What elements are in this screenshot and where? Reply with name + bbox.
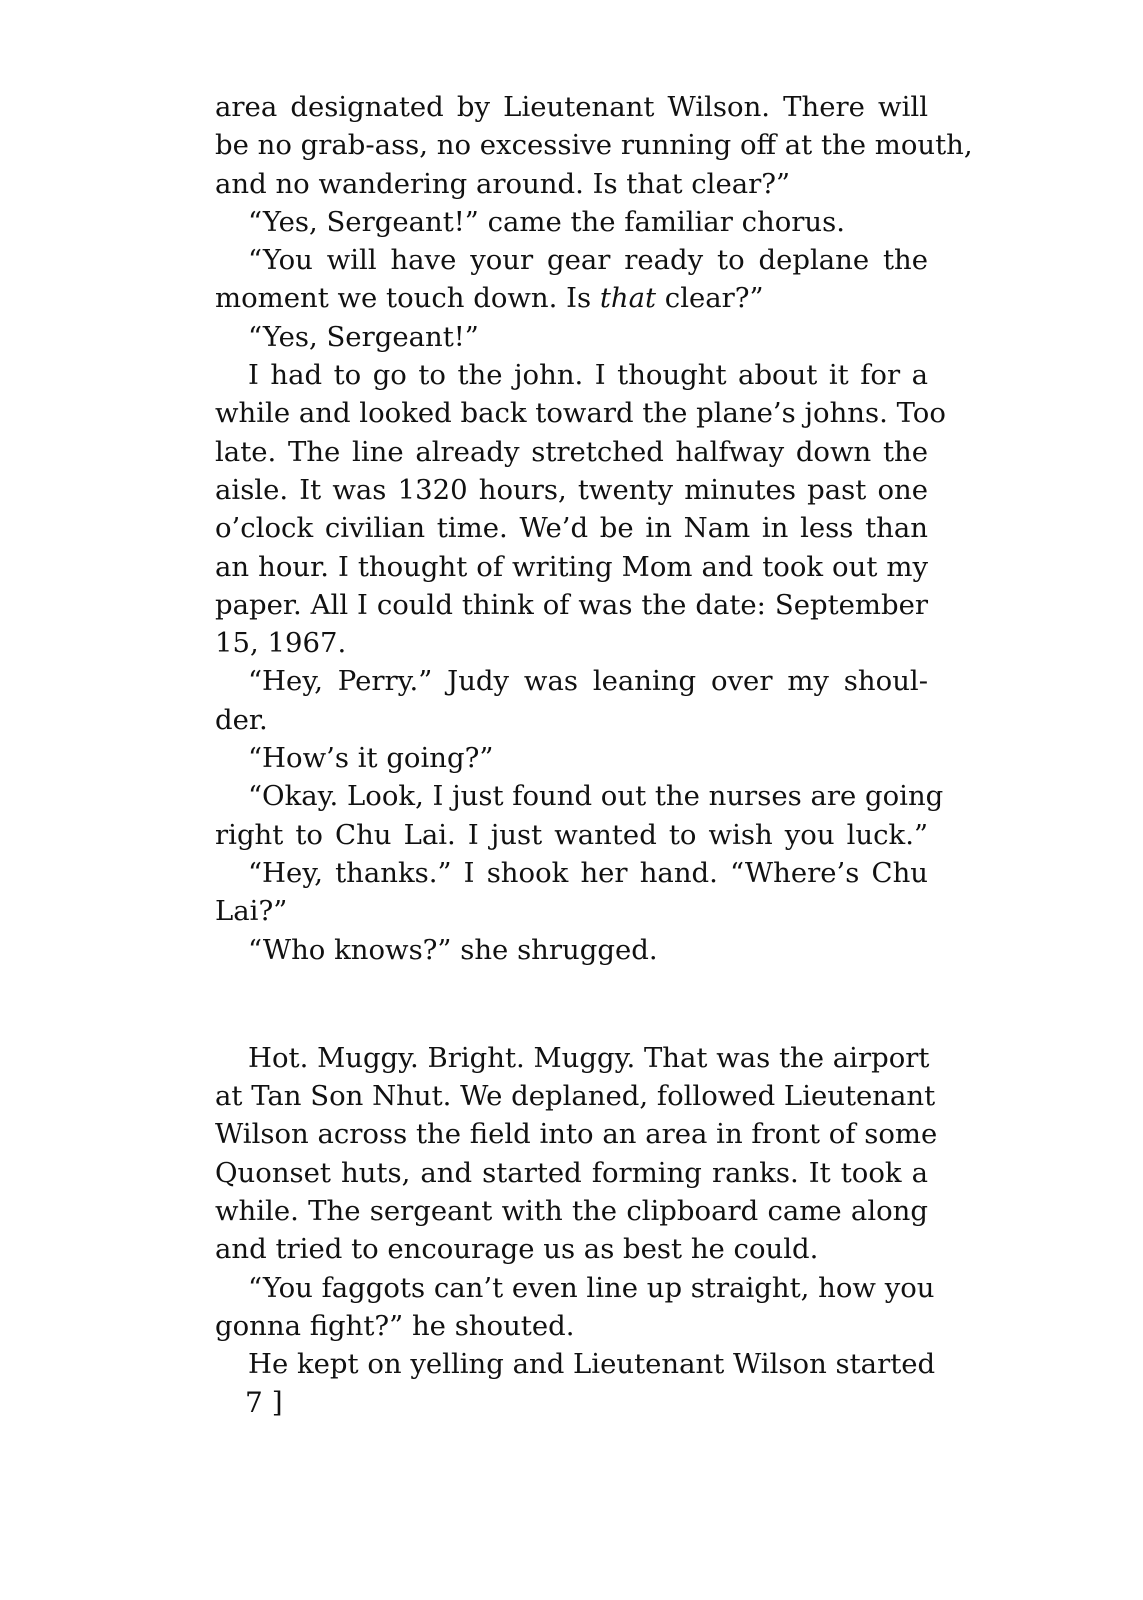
text-line: Wilson across the field into an area in front of some: [215, 1118, 938, 1151]
text-line: Lai?”: [215, 895, 288, 928]
text-line: “You faggots can’t even line up straight, how you: [248, 1271, 935, 1304]
section-break: [215, 969, 928, 1039]
text-segment: clear?”: [656, 282, 764, 315]
text-line: late. The line already stretched halfway down the: [215, 435, 928, 468]
text-line: aisle. It was 1320 hours, twenty minutes past one: [215, 473, 928, 506]
text-line: “Hey, thanks.” I shook her hand. “Where’s Chu: [248, 856, 928, 889]
text-line: “Yes, Sergeant!”: [248, 320, 479, 353]
text-line: while and looked back toward the plane’s johns. Too: [215, 397, 946, 430]
text-line: “Okay. Look, I just found out the nurses are going: [248, 780, 944, 813]
text-line: paper. All I could think of was the date: September: [215, 588, 928, 621]
emphasis-text: that: [599, 282, 657, 315]
text-line: “Hey, Perry.” Judy was leaning over my shoul-: [248, 665, 928, 698]
text-line: right to Chu Lai. I just wanted to wish you luck.”: [215, 818, 928, 851]
text-line: “Who knows?” she shrugged.: [248, 933, 658, 966]
text-line: 15, 1967.: [215, 627, 347, 660]
text-line: Hot. Muggy. Bright. Muggy. That was the airport: [248, 1041, 930, 1074]
text-line: an hour. I thought of writing Mom and took out my: [215, 550, 928, 583]
text-line: I had to go to the john. I thought about it for a: [248, 359, 928, 392]
text-line: o’clock civilian time. We’d be in Nam in less than: [215, 512, 928, 545]
text-line: He kept on yelling and Lieutenant Wilson started: [248, 1348, 936, 1381]
text-line: while. The sergeant with the clipboard came along: [215, 1195, 928, 1228]
text-line: at Tan Son Nhut. We deplaned, followed Lieutenant: [215, 1080, 936, 1113]
text-line: gonna fight?” he shouted.: [215, 1309, 575, 1342]
page-body: [215, 88, 973, 1384]
text-line: and no wandering around. Is that clear?”: [215, 167, 791, 200]
text-line: “Yes, Sergeant!” came the familiar chorus.: [248, 205, 845, 238]
text-segment: moment we touch down. Is: [215, 282, 600, 315]
text-line: area designated by Lieutenant Wilson. There will: [215, 91, 928, 123]
text-line: [215, 279, 928, 317]
page-number: 7 ]: [245, 1386, 283, 1419]
text-line: “You will have your gear ready to deplane the: [248, 244, 928, 277]
text-line: Quonset huts, and started forming ranks. It took a: [215, 1156, 928, 1189]
text-line: and tried to encourage us as best he could.: [215, 1233, 819, 1266]
text-line: be no grab-ass, no excessive running off at the mouth,: [215, 129, 973, 162]
text-line: der.: [215, 703, 268, 736]
text-line: “How’s it going?”: [248, 742, 494, 775]
